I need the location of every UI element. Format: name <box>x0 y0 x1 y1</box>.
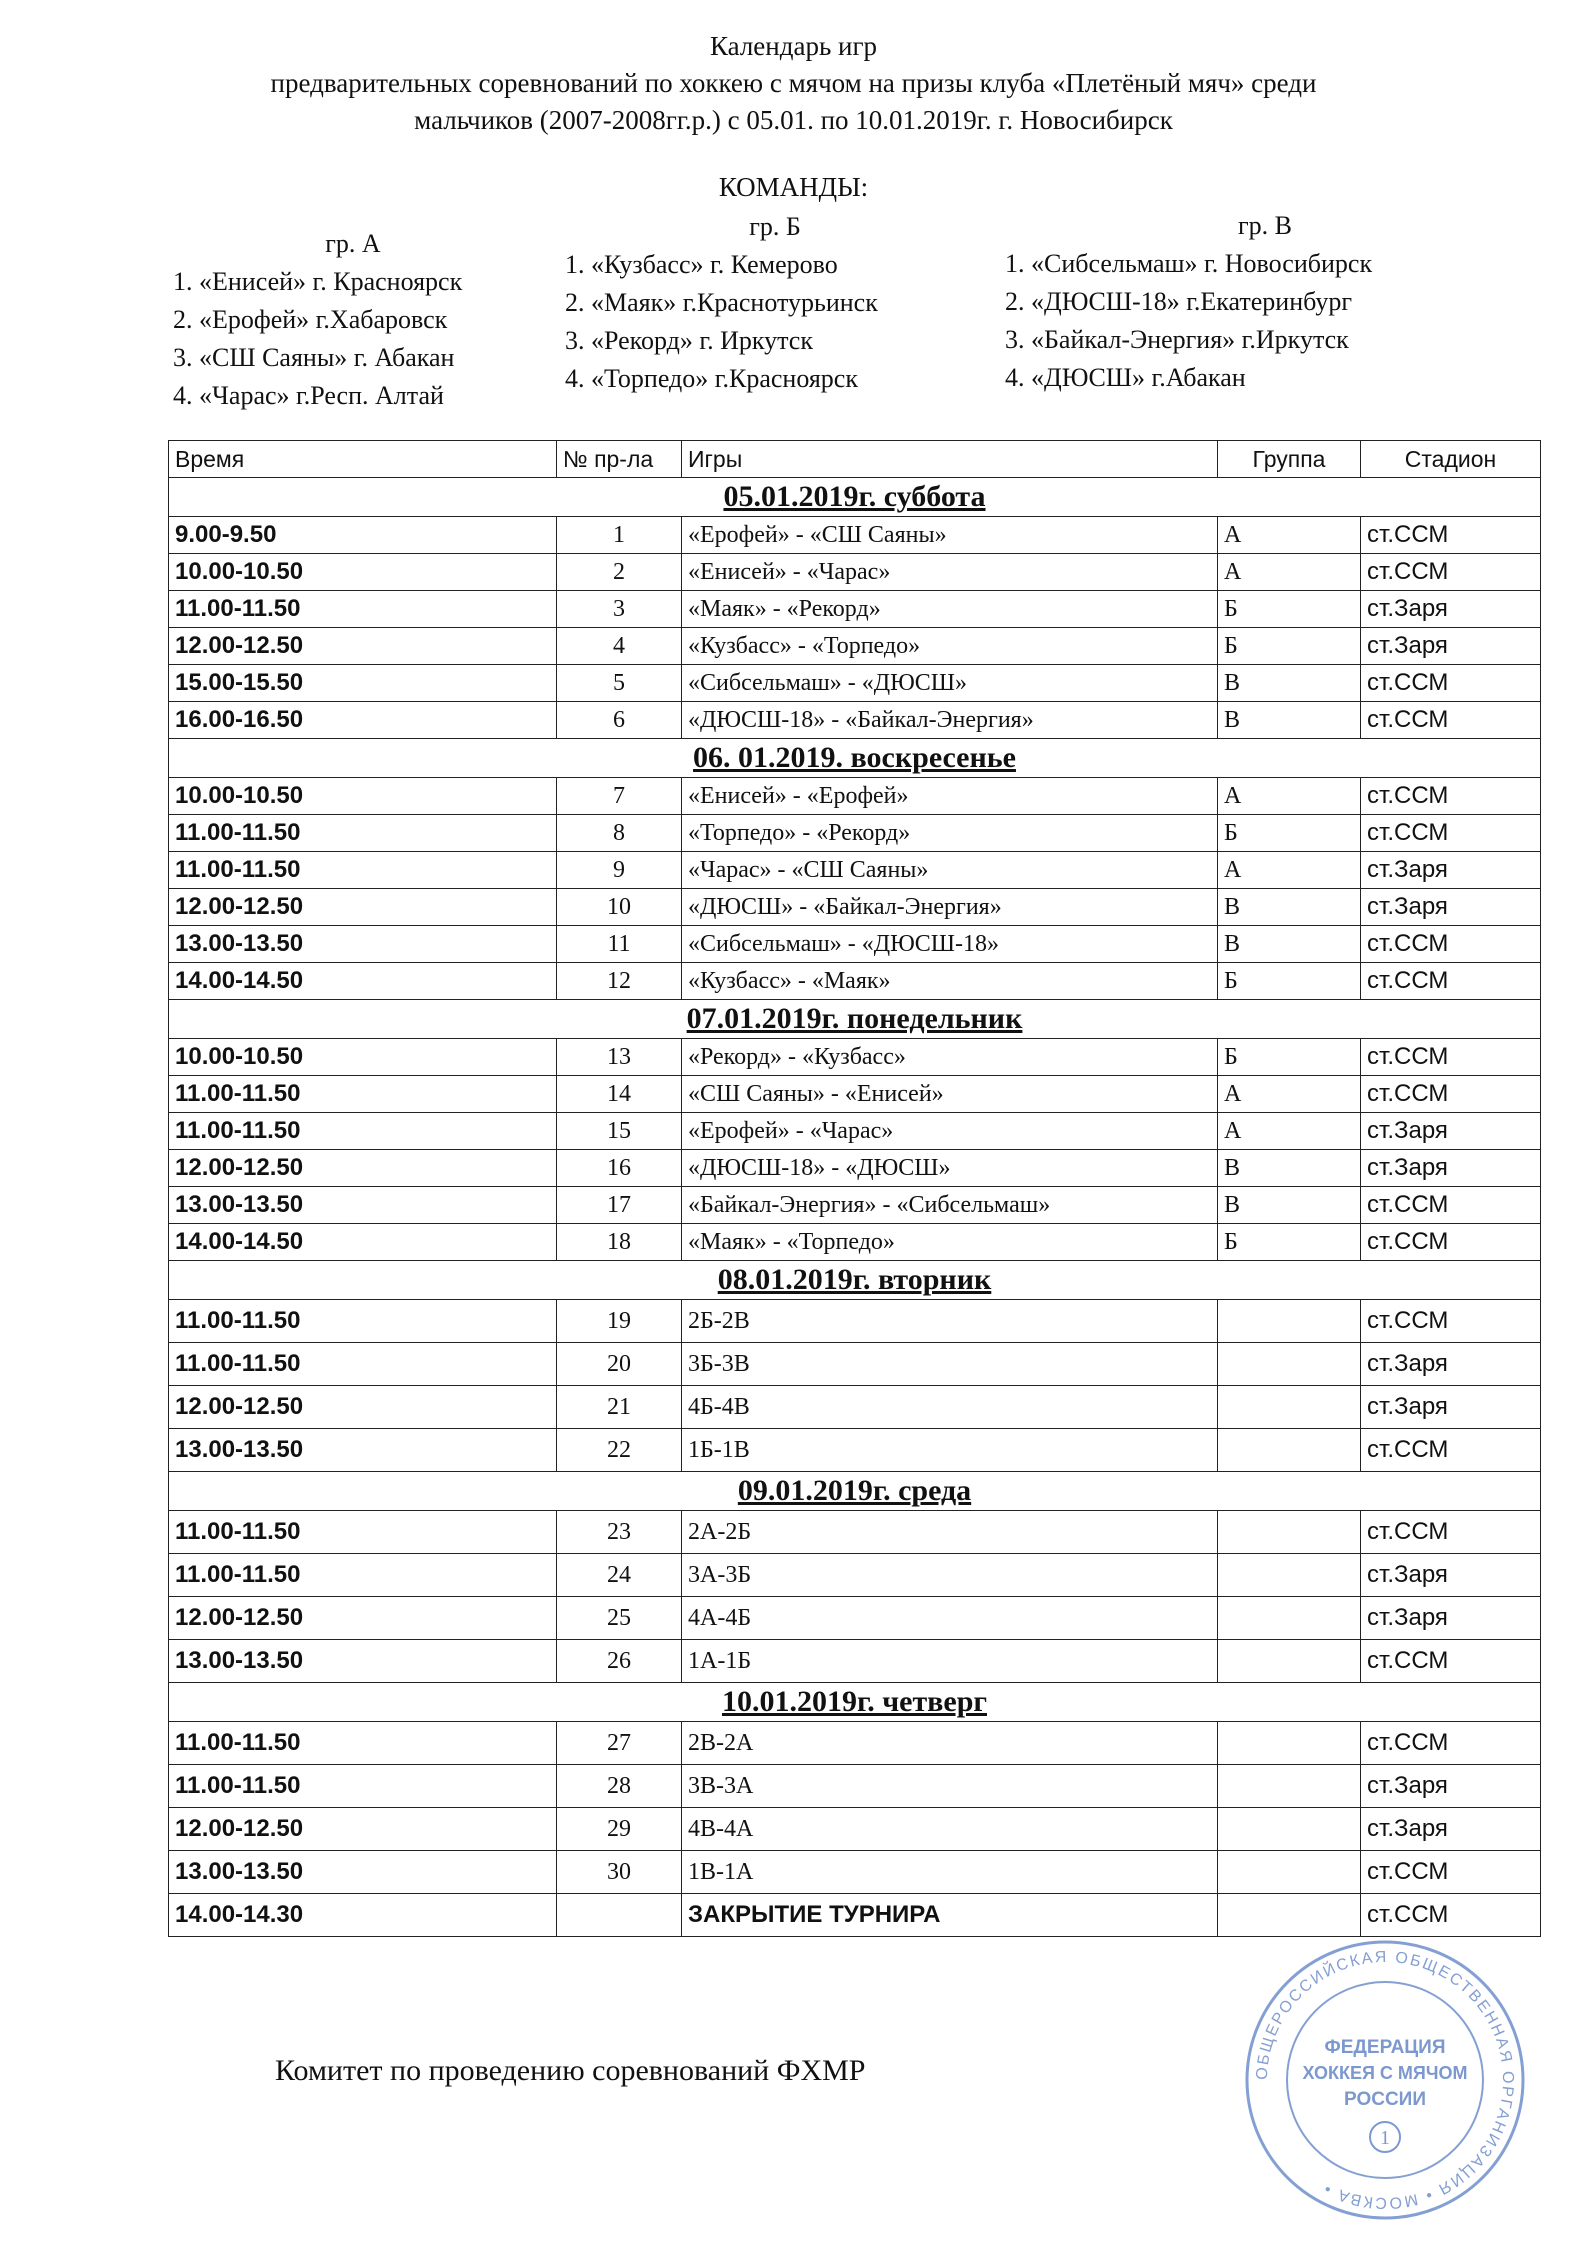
cell-protocol: 20 <box>557 1343 682 1386</box>
cell-group: В <box>1218 1150 1361 1187</box>
federation-seal <box>1240 1935 1530 2225</box>
table-row <box>169 1554 1541 1597</box>
day-header-row <box>169 1261 1541 1300</box>
cell-time: 12.00-12.50 <box>169 1808 557 1851</box>
cell-stadium: ст.Заря <box>1361 1765 1541 1808</box>
group-title: гр. Б <box>749 212 801 241</box>
day-header-row <box>169 1000 1541 1039</box>
team-item: 3. «Байкал-Энергия» г.Иркутск <box>1005 325 1349 354</box>
cell-time: 12.00-12.50 <box>169 889 557 926</box>
cell-protocol: 23 <box>557 1511 682 1554</box>
cell-protocol: 4 <box>557 628 682 665</box>
cell-protocol: 5 <box>557 665 682 702</box>
team-item: 2. «Ерофей» г.Хабаровск <box>173 305 448 334</box>
team-item: 4. «Торпедо» г.Красноярск <box>565 364 858 393</box>
table-row <box>169 1808 1541 1851</box>
cell-stadium: ст.ССМ <box>1361 665 1541 702</box>
cell-protocol: 14 <box>557 1076 682 1113</box>
cell-group <box>1218 1640 1361 1683</box>
cell-game: 1А-1Б <box>682 1640 1218 1683</box>
cell-game: «ДЮСШ-18» - «Байкал-Энергия» <box>682 702 1218 739</box>
team-item: 3. «Рекорд» г. Иркутск <box>565 326 813 355</box>
cell-game: «Сибсельмаш» - «ДЮСШ-18» <box>682 926 1218 963</box>
cell-time: 11.00-11.50 <box>169 1343 557 1386</box>
cell-time: 11.00-11.50 <box>169 852 557 889</box>
cell-game: «Ерофей» - «Чарас» <box>682 1113 1218 1150</box>
table-row <box>169 1343 1541 1386</box>
team-item: 2. «Маяк» г.Краснотурьинск <box>565 288 878 317</box>
cell-time: 11.00-11.50 <box>169 1511 557 1554</box>
cell-group: Б <box>1218 963 1361 1000</box>
cell-time: 10.00-10.50 <box>169 554 557 591</box>
cell-protocol <box>557 1894 682 1937</box>
seal-line-3: РОССИИ <box>1344 2089 1426 2110</box>
cell-time: 14.00-14.50 <box>169 963 557 1000</box>
cell-group: А <box>1218 1113 1361 1150</box>
table-row <box>169 1113 1541 1150</box>
teams-title: КОМАНДЫ: <box>718 172 869 202</box>
cell-game: «Сибсельмаш» - «ДЮСШ» <box>682 665 1218 702</box>
cell-group: В <box>1218 665 1361 702</box>
header-subtitle: предварительных соревнований по хоккею с мячом на призы клуба «Плетёный мяч» среди <box>270 68 1317 98</box>
cell-stadium: ст.ССМ <box>1361 1640 1541 1683</box>
seal-line-2: ХОККЕЯ С МЯЧОМ <box>1302 2063 1468 2083</box>
cell-time: 11.00-11.50 <box>169 1076 557 1113</box>
cell-protocol: 9 <box>557 852 682 889</box>
cell-protocol: 30 <box>557 1851 682 1894</box>
cell-time: 14.00-14.30 <box>169 1894 557 1937</box>
cell-game: 2Б-2В <box>682 1300 1218 1343</box>
table-row <box>169 1597 1541 1640</box>
table-row <box>169 1187 1541 1224</box>
cell-protocol: 17 <box>557 1187 682 1224</box>
cell-stadium: ст.ССМ <box>1361 702 1541 739</box>
team-item: 4. «Чарас» г.Респ. Алтай <box>173 381 444 410</box>
cell-time: 13.00-13.50 <box>169 1851 557 1894</box>
cell-stadium: ст.ССМ <box>1361 1894 1541 1937</box>
cell-group: А <box>1218 554 1361 591</box>
table-row <box>169 554 1541 591</box>
cell-protocol: 11 <box>557 926 682 963</box>
cell-stadium: ст.ССМ <box>1361 963 1541 1000</box>
cell-time: 11.00-11.50 <box>169 815 557 852</box>
cell-game: «Енисей» - «Ерофей» <box>682 778 1218 815</box>
cell-time: 12.00-12.50 <box>169 1386 557 1429</box>
group-a <box>173 225 553 415</box>
cell-group <box>1218 1511 1361 1554</box>
cell-protocol: 21 <box>557 1386 682 1429</box>
cell-game: «ДЮСШ» - «Байкал-Энергия» <box>682 889 1218 926</box>
table-row <box>169 815 1541 852</box>
cell-group: В <box>1218 926 1361 963</box>
table-row <box>169 1039 1541 1076</box>
cell-stadium: ст.ССМ <box>1361 554 1541 591</box>
table-row <box>169 1300 1541 1343</box>
cell-game: «Маяк» - «Рекорд» <box>682 591 1218 628</box>
cell-time: 11.00-11.50 <box>169 591 557 628</box>
cell-time: 11.00-11.50 <box>169 1300 557 1343</box>
cell-game: «СШ Саяны» - «Енисей» <box>682 1076 1218 1113</box>
cell-game: «Кузбасс» - «Торпедо» <box>682 628 1218 665</box>
column-header-protocol: № пр-ла <box>557 441 682 478</box>
team-item: 3. «СШ Саяны» г. Абакан <box>173 343 455 372</box>
cell-time: 11.00-11.50 <box>169 1722 557 1765</box>
table-row <box>169 628 1541 665</box>
cell-protocol: 26 <box>557 1640 682 1683</box>
table-row <box>169 1765 1541 1808</box>
table-row <box>169 517 1541 554</box>
cell-group <box>1218 1894 1361 1937</box>
header-title: Календарь игр <box>709 31 878 61</box>
cell-group <box>1218 1429 1361 1472</box>
cell-game: 2В-2А <box>682 1722 1218 1765</box>
cell-group <box>1218 1386 1361 1429</box>
seal-ring-text: ОБЩЕРОССИЙСКАЯ ОБЩЕСТВЕННАЯ ОРГАНИЗАЦИЯ • МОСКВА • <box>1253 1948 1517 2212</box>
cell-stadium: ст.ССМ <box>1361 926 1541 963</box>
group-title: гр. В <box>1237 211 1292 240</box>
cell-game: «Енисей» - «Чарас» <box>682 554 1218 591</box>
cell-stadium: ст.Заря <box>1361 1386 1541 1429</box>
cell-game: 2А-2Б <box>682 1511 1218 1554</box>
cell-protocol: 12 <box>557 963 682 1000</box>
cell-game: «Торпедо» - «Рекорд» <box>682 815 1218 852</box>
cell-protocol: 7 <box>557 778 682 815</box>
cell-time: 13.00-13.50 <box>169 1429 557 1472</box>
cell-protocol: 28 <box>557 1765 682 1808</box>
table-row <box>169 1386 1541 1429</box>
cell-game: «Байкал-Энергия» - «Сибсельмаш» <box>682 1187 1218 1224</box>
cell-protocol: 25 <box>557 1597 682 1640</box>
cell-stadium: ст.ССМ <box>1361 1187 1541 1224</box>
day-title: 07.01.2019г. понедельник <box>169 1000 1541 1039</box>
cell-stadium: ст.ССМ <box>1361 517 1541 554</box>
cell-protocol: 8 <box>557 815 682 852</box>
table-row <box>169 1150 1541 1187</box>
cell-protocol: 15 <box>557 1113 682 1150</box>
cell-game: 1Б-1В <box>682 1429 1218 1472</box>
cell-game: «Чарас» - «СШ Саяны» <box>682 852 1218 889</box>
cell-stadium: ст.ССМ <box>1361 778 1541 815</box>
cell-protocol: 1 <box>557 517 682 554</box>
cell-stadium: ст.ССМ <box>1361 1851 1541 1894</box>
cell-stadium: ст.ССМ <box>1361 1722 1541 1765</box>
cell-stadium: ст.Заря <box>1361 1808 1541 1851</box>
cell-time: 11.00-11.50 <box>169 1113 557 1150</box>
cell-group: Б <box>1218 815 1361 852</box>
cell-group <box>1218 1765 1361 1808</box>
cell-stadium: ст.Заря <box>1361 889 1541 926</box>
cell-stadium: ст.Заря <box>1361 1113 1541 1150</box>
cell-game: 4Б-4В <box>682 1386 1218 1429</box>
table-row <box>169 963 1541 1000</box>
cell-protocol: 24 <box>557 1554 682 1597</box>
cell-game: 4А-4Б <box>682 1597 1218 1640</box>
day-header-row <box>169 478 1541 517</box>
cell-closing: ЗАКРЫТИЕ ТУРНИРА <box>682 1894 1218 1937</box>
cell-game: 4В-4А <box>682 1808 1218 1851</box>
column-header-group: Группа <box>1218 441 1361 478</box>
cell-game: «Кузбасс» - «Маяк» <box>682 963 1218 1000</box>
cell-group: Б <box>1218 628 1361 665</box>
cell-time: 13.00-13.50 <box>169 926 557 963</box>
table-row <box>169 591 1541 628</box>
table-row <box>169 702 1541 739</box>
table-row <box>169 1894 1541 1937</box>
cell-stadium: ст.ССМ <box>1361 1300 1541 1343</box>
cell-group: А <box>1218 852 1361 889</box>
column-header-stadium: Стадион <box>1361 441 1541 478</box>
cell-stadium: ст.Заря <box>1361 852 1541 889</box>
cell-time: 13.00-13.50 <box>169 1187 557 1224</box>
cell-group: А <box>1218 517 1361 554</box>
cell-time: 16.00-16.50 <box>169 702 557 739</box>
cell-protocol: 18 <box>557 1224 682 1261</box>
schedule-table <box>168 440 1541 1937</box>
document-header <box>0 28 1587 139</box>
seal-line-1: ФЕДЕРАЦИЯ <box>1324 2037 1446 2058</box>
cell-game: «Рекорд» - «Кузбасс» <box>682 1039 1218 1076</box>
cell-time: 12.00-12.50 <box>169 628 557 665</box>
group-title: гр. А <box>325 229 381 258</box>
cell-stadium: ст.ССМ <box>1361 1224 1541 1261</box>
group-b <box>565 208 985 398</box>
cell-game: «ДЮСШ-18» - «ДЮСШ» <box>682 1150 1218 1187</box>
cell-group <box>1218 1851 1361 1894</box>
column-header-time: Время <box>169 441 557 478</box>
table-row <box>169 1076 1541 1113</box>
table-row <box>169 1640 1541 1683</box>
cell-protocol: 2 <box>557 554 682 591</box>
seal-number: 1 <box>1380 2127 1390 2149</box>
cell-stadium: ст.Заря <box>1361 591 1541 628</box>
day-title: 10.01.2019г. четверг <box>169 1683 1541 1722</box>
cell-stadium: ст.ССМ <box>1361 1429 1541 1472</box>
cell-stadium: ст.ССМ <box>1361 815 1541 852</box>
table-row <box>169 1224 1541 1261</box>
day-title: 05.01.2019г. суббота <box>169 478 1541 517</box>
team-item: 1. «Сибсельмаш» г. Новосибирск <box>1005 249 1373 278</box>
cell-group <box>1218 1554 1361 1597</box>
cell-time: 11.00-11.50 <box>169 1765 557 1808</box>
cell-time: 13.00-13.50 <box>169 1640 557 1683</box>
table-row <box>169 1722 1541 1765</box>
cell-stadium: ст.ССМ <box>1361 1039 1541 1076</box>
cell-time: 11.00-11.50 <box>169 1554 557 1597</box>
cell-time: 9.00-9.50 <box>169 517 557 554</box>
cell-stadium: ст.Заря <box>1361 1150 1541 1187</box>
team-item: 4. «ДЮСШ» г.Абакан <box>1005 363 1246 392</box>
table-row <box>169 1429 1541 1472</box>
cell-group: Б <box>1218 1039 1361 1076</box>
cell-game: 3А-3Б <box>682 1554 1218 1597</box>
cell-group: А <box>1218 778 1361 815</box>
cell-group <box>1218 1300 1361 1343</box>
team-item: 1. «Кузбасс» г. Кемерово <box>565 250 838 279</box>
cell-protocol: 29 <box>557 1808 682 1851</box>
column-header-games: Игры <box>682 441 1218 478</box>
day-header-row <box>169 1683 1541 1722</box>
table-row <box>169 1851 1541 1894</box>
cell-protocol: 16 <box>557 1150 682 1187</box>
day-header-row <box>169 1472 1541 1511</box>
cell-protocol: 6 <box>557 702 682 739</box>
cell-group: В <box>1218 1187 1361 1224</box>
cell-group: В <box>1218 702 1361 739</box>
cell-game: 3В-3А <box>682 1765 1218 1808</box>
cell-stadium: ст.Заря <box>1361 1597 1541 1640</box>
schedule-body <box>169 478 1541 1937</box>
cell-protocol: 19 <box>557 1300 682 1343</box>
table-row <box>169 1511 1541 1554</box>
group-v <box>1005 207 1525 397</box>
day-title: 09.01.2019г. среда <box>169 1472 1541 1511</box>
cell-group: А <box>1218 1076 1361 1113</box>
header-dates: мальчиков (2007-2008гг.р.) с 05.01. по 10.01.2019г. г. Новосибирск <box>414 105 1173 135</box>
day-title: 06. 01.2019. воскресенье <box>169 739 1541 778</box>
cell-game: 3Б-3В <box>682 1343 1218 1386</box>
team-item: 1. «Енисей» г. Красноярск <box>173 267 463 296</box>
table-row <box>169 852 1541 889</box>
cell-protocol: 13 <box>557 1039 682 1076</box>
cell-game: «Маяк» - «Торпедо» <box>682 1224 1218 1261</box>
cell-stadium: ст.ССМ <box>1361 1511 1541 1554</box>
cell-group <box>1218 1343 1361 1386</box>
cell-time: 10.00-10.50 <box>169 1039 557 1076</box>
cell-protocol: 22 <box>557 1429 682 1472</box>
cell-stadium: ст.ССМ <box>1361 1076 1541 1113</box>
table-row <box>169 778 1541 815</box>
day-header-row <box>169 739 1541 778</box>
cell-time: 10.00-10.50 <box>169 778 557 815</box>
table-row <box>169 665 1541 702</box>
cell-group: Б <box>1218 1224 1361 1261</box>
cell-time: 15.00-15.50 <box>169 665 557 702</box>
cell-protocol: 27 <box>557 1722 682 1765</box>
cell-protocol: 3 <box>557 591 682 628</box>
cell-group <box>1218 1597 1361 1640</box>
cell-group: Б <box>1218 591 1361 628</box>
cell-stadium: ст.Заря <box>1361 1343 1541 1386</box>
cell-stadium: ст.Заря <box>1361 1554 1541 1597</box>
table-row <box>169 889 1541 926</box>
cell-time: 14.00-14.50 <box>169 1224 557 1261</box>
cell-protocol: 10 <box>557 889 682 926</box>
cell-group <box>1218 1722 1361 1765</box>
cell-group: В <box>1218 889 1361 926</box>
cell-time: 12.00-12.50 <box>169 1150 557 1187</box>
footer-committee: Комитет по проведению соревнований ФХМР <box>275 2054 866 2087</box>
table-header-row <box>169 441 1541 478</box>
team-item: 2. «ДЮСШ-18» г.Екатеринбург <box>1005 287 1353 316</box>
cell-group <box>1218 1808 1361 1851</box>
cell-stadium: ст.Заря <box>1361 628 1541 665</box>
cell-game: «Ерофей» - «СШ Саяны» <box>682 517 1218 554</box>
day-title: 08.01.2019г. вторник <box>169 1261 1541 1300</box>
cell-time: 12.00-12.50 <box>169 1597 557 1640</box>
cell-game: 1В-1А <box>682 1851 1218 1894</box>
table-row <box>169 926 1541 963</box>
